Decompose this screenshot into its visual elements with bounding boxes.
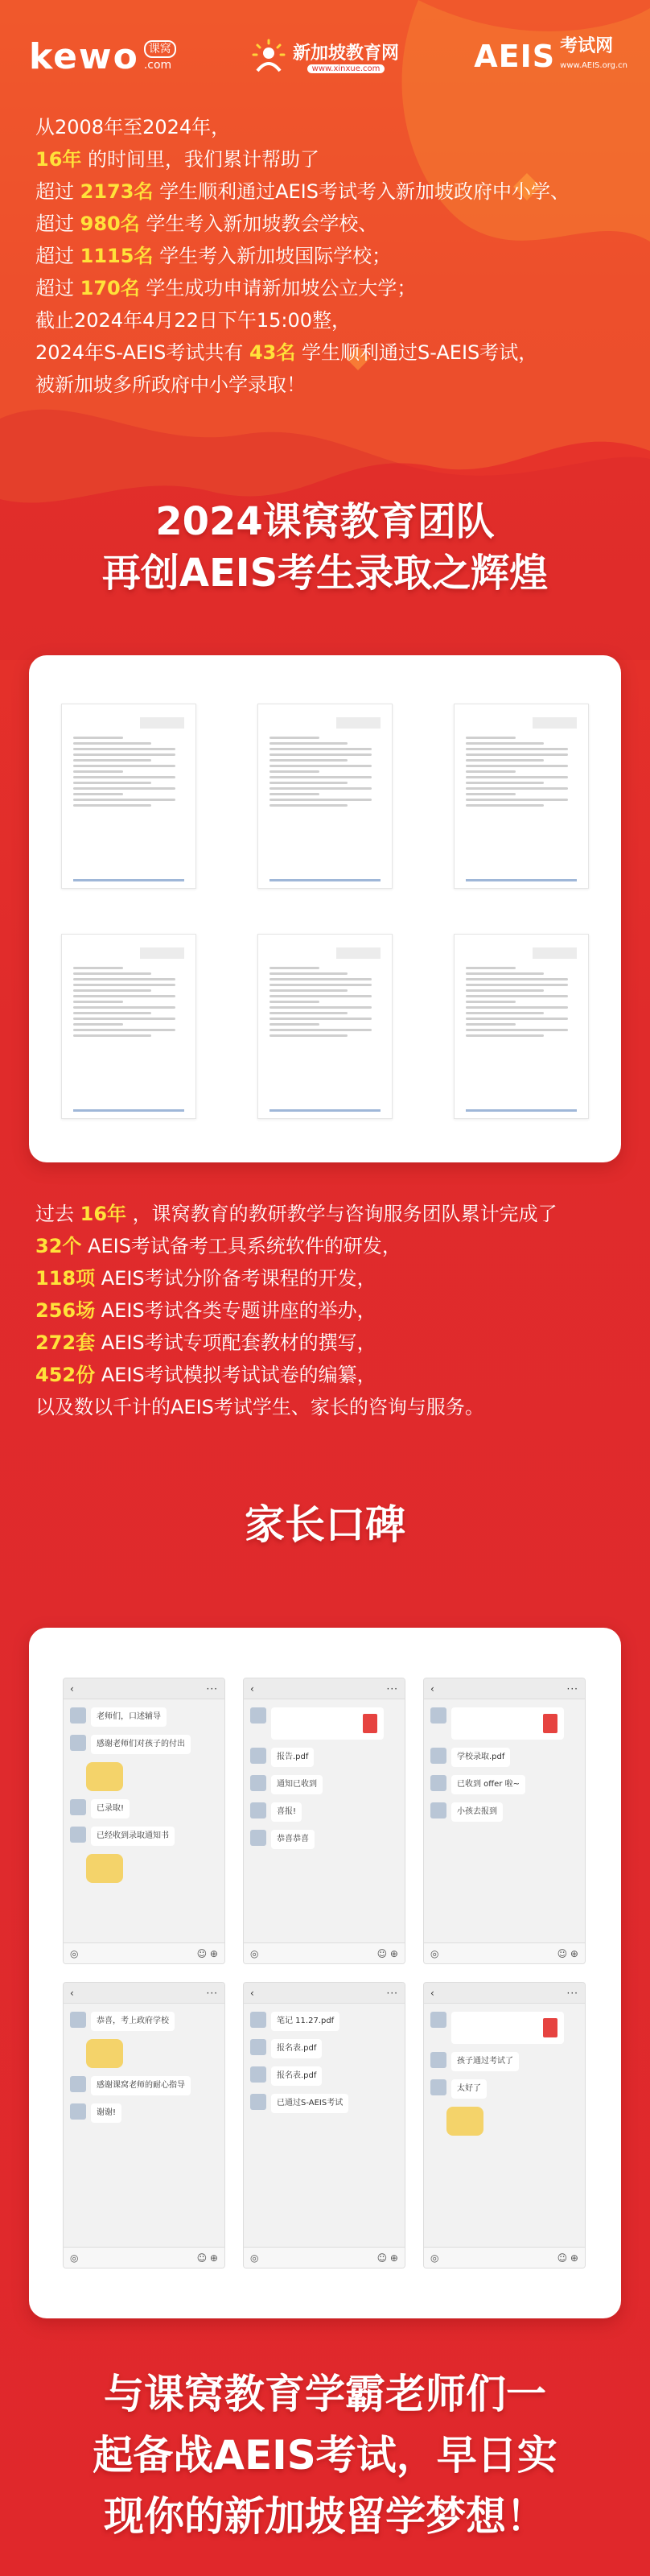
section-title-testimonials: 家长口碑 [245, 1501, 405, 1548]
avatar [250, 2039, 266, 2055]
voice-icon: ◎ [70, 1947, 79, 1959]
back-icon: ‹ [430, 1682, 434, 1695]
aeis-name: 考试网 [560, 36, 614, 56]
kewo-wordmark: kewo [29, 35, 139, 77]
sticker-image [86, 2039, 123, 2068]
chat-bubble: 恭喜恭喜 [271, 1830, 315, 1849]
chat-input-bar [244, 2247, 405, 2268]
testimonials-card [29, 1628, 621, 2318]
avatar [430, 1707, 446, 1724]
avatar [70, 1735, 86, 1751]
stats-line: 256场 AEIS考试各类专题讲座的举办， [35, 1299, 376, 1322]
chat-message [250, 1707, 398, 1740]
back-icon: ‹ [70, 1682, 74, 1695]
chat-bubble: 感谢老师们对孩子的付出 [91, 1735, 191, 1754]
chat-bubble: 孩子通过考试了 [451, 2052, 519, 2071]
chat-message [250, 2012, 398, 2031]
stats-line: 452份 AEIS考试模拟考试试卷的编纂， [35, 1364, 376, 1386]
pdf-file-message [451, 2012, 564, 2044]
section-title-achievements [0, 496, 650, 599]
highlight-number: 980名 [80, 213, 140, 235]
aeis-logo[interactable] [474, 37, 627, 76]
chat-message [250, 1748, 398, 1767]
emoji-icon: ☺ ⊕ [196, 1947, 218, 1959]
chat-message [430, 2012, 578, 2044]
avatar [250, 2066, 266, 2083]
chat-input-bar [244, 1942, 405, 1963]
avatar [430, 1802, 446, 1818]
avatar [250, 1830, 266, 1846]
xjp-logo[interactable] [251, 39, 399, 74]
admission-letter[interactable] [257, 704, 393, 889]
admission-letters-card [29, 655, 621, 1162]
chat-input-bar [64, 2247, 224, 2268]
more-icon: ··· [566, 1987, 578, 1999]
chat-screenshot[interactable] [423, 1678, 586, 1964]
back-icon: ‹ [70, 1987, 74, 1999]
chat-bubble: 已录取! [91, 1799, 130, 1818]
kewo-logo-sub [144, 40, 176, 72]
avatar [430, 2052, 446, 2068]
avatar [430, 2012, 446, 2028]
chat-bubble: 已通过S-AEIS考试 [271, 2094, 348, 2113]
highlight-number: 452份 [35, 1364, 96, 1386]
avatar [250, 2012, 266, 2028]
highlight-number: 1115名 [80, 245, 154, 267]
stats-line: 以及数以千计的AEIS考试学生、家长的咨询与服务。 [35, 1396, 484, 1418]
more-icon: ··· [206, 1987, 218, 1999]
intro-section [35, 111, 615, 401]
closing-slogan [0, 2363, 650, 2547]
chat-input-bar [424, 1942, 585, 1963]
sticker-image [86, 1762, 123, 1791]
chat-message [250, 2039, 398, 2058]
chat-message [250, 1775, 398, 1794]
highlight-number: 16年 [35, 148, 82, 171]
pdf-file-message [451, 1707, 564, 1740]
avatar [250, 1802, 266, 1818]
chat-message [250, 1830, 398, 1849]
avatar [250, 1748, 266, 1764]
aeis-wordmark: AEIS [474, 39, 556, 74]
title-line: 再创AEIS考生录取之辉煌 [101, 551, 549, 596]
sticker-image [86, 1854, 123, 1883]
chat-header [244, 1983, 405, 2004]
chat-bubble: 谢谢! [91, 2103, 121, 2123]
chat-message [70, 2076, 218, 2095]
back-icon: ‹ [250, 1682, 254, 1695]
chat-bubble: 通知已收到 [271, 1775, 323, 1794]
chat-bubble: 报名表.pdf [271, 2066, 322, 2086]
chat-message [70, 1735, 218, 1754]
voice-icon: ◎ [70, 2252, 79, 2264]
admission-letter[interactable] [61, 704, 196, 889]
emoji-icon: ☺ ⊕ [376, 1947, 398, 1959]
avatar [250, 1775, 266, 1791]
chat-message [70, 2012, 218, 2031]
emoji-icon: ☺ ⊕ [557, 2252, 578, 2264]
chat-message [430, 2079, 578, 2099]
xjp-text [293, 39, 399, 73]
aeis-url: www.AEIS.org.cn [560, 61, 627, 70]
slogan-line: 起备战AEIS考试，早日实 [93, 2432, 557, 2479]
intro-line: 被新加坡多所政府中小学录取！ [35, 374, 306, 396]
avatar [430, 2079, 446, 2095]
intro-line: 超过 170名 学生成功申请新加坡公立大学； [35, 277, 417, 299]
pdf-file-message [271, 1707, 384, 1740]
stats-section [35, 1198, 615, 1423]
chat-header [64, 1678, 224, 1699]
avatar [430, 1748, 446, 1764]
more-icon: ··· [206, 1682, 218, 1695]
chat-header [64, 1983, 224, 2004]
voice-icon: ◎ [250, 1947, 259, 1959]
highlight-number: 43名 [249, 341, 296, 364]
chat-message [430, 1748, 578, 1767]
stats-line: 272套 AEIS考试专项配套教材的撰写， [35, 1331, 376, 1354]
intro-line: 截止2024年4月22日下午15:00整， [35, 309, 352, 332]
chat-bubble: 小孩去报到 [451, 1802, 503, 1822]
chat-bubble: 恭喜，考上政府学校 [91, 2012, 175, 2031]
avatar [250, 1707, 266, 1724]
chat-input-bar [64, 1942, 224, 1963]
more-icon: ··· [566, 1682, 578, 1695]
chat-bubble: 笔记 11.27.pdf [271, 2012, 339, 2031]
voice-icon: ◎ [250, 2252, 259, 2264]
xjp-url: www.xinxue.com [307, 64, 385, 73]
chat-message [250, 1802, 398, 1822]
chat-screenshot[interactable] [63, 1982, 225, 2268]
admission-letter[interactable] [61, 934, 196, 1119]
chat-screenshot[interactable] [63, 1678, 225, 1964]
chat-input-bar [424, 2247, 585, 2268]
chat-bubble: 老师们，口述辅导 [91, 1707, 167, 1727]
chat-bubble: 已经收到录取通知书 [91, 1827, 175, 1846]
chat-message [250, 2094, 398, 2113]
avatar [250, 2094, 266, 2110]
chat-message [430, 1802, 578, 1822]
stats-line: 过去 16年 ，课窝教育的教研教学与咨询服务团队累计完成了 [35, 1203, 557, 1225]
xjp-name: 新加坡教育网 [293, 43, 400, 64]
back-icon: ‹ [430, 1987, 434, 1999]
voice-icon: ◎ [430, 2252, 439, 2264]
kewo-badge: 课窝 [144, 40, 176, 58]
chat-bubble: 报名表.pdf [271, 2039, 322, 2058]
title-line: 2024课窝教育团队 [155, 499, 495, 544]
chat-bubble: 已收到 offer 啦~ [451, 1775, 525, 1794]
intro-line: 从2008年至2024年， [35, 116, 231, 138]
highlight-number: 256场 [35, 1299, 96, 1322]
highlight-number: 118项 [35, 1267, 96, 1290]
stats-line: 32个 AEIS考试备考工具系统软件的研发， [35, 1235, 401, 1257]
sticker-image [446, 2107, 483, 2136]
back-icon: ‹ [250, 1987, 254, 1999]
intro-line: 超过 2173名 学生顺利通过AEIS考试考入新加坡政府中小学、 [35, 180, 570, 203]
avatar [70, 2012, 86, 2028]
chat-bubble: 感谢课窝老师的耐心指导 [91, 2076, 191, 2095]
admission-letter[interactable] [454, 934, 589, 1119]
voice-icon: ◎ [430, 1947, 439, 1959]
avatar [70, 1827, 86, 1843]
avatar [70, 2103, 86, 2120]
chat-bubble: 喜报! [271, 1802, 302, 1822]
highlight-number: 32个 [35, 1235, 82, 1257]
avatar [430, 1775, 446, 1791]
chat-header [424, 1983, 585, 2004]
sun-person-icon [251, 39, 286, 74]
avatar [70, 1799, 86, 1815]
more-icon: ··· [386, 1682, 398, 1695]
emoji-icon: ☺ ⊕ [376, 2252, 398, 2264]
highlight-number: 272套 [35, 1331, 96, 1354]
aeis-text [560, 37, 627, 76]
avatar [70, 1707, 86, 1724]
avatar [70, 2076, 86, 2092]
chat-message [430, 1707, 578, 1740]
intro-line: 16年 的时间里，我们累计帮助了 [35, 148, 320, 171]
chat-message [250, 2066, 398, 2086]
chat-message [430, 2052, 578, 2071]
chat-message [70, 1827, 218, 1846]
chat-header [244, 1678, 405, 1699]
chat-bubble: 报告.pdf [271, 1748, 314, 1767]
chat-message [70, 1799, 218, 1818]
chat-screenshot[interactable] [243, 1982, 405, 2268]
chat-screenshot[interactable] [423, 1982, 586, 2268]
emoji-icon: ☺ ⊕ [557, 1947, 578, 1959]
admission-letter[interactable] [257, 934, 393, 1119]
slogan-line: 与课窝教育学霸老师们一 [104, 2371, 546, 2417]
admission-letter[interactable] [454, 704, 589, 889]
chat-screenshot[interactable] [243, 1678, 405, 1964]
chat-bubble: 学校录取.pdf [451, 1748, 510, 1767]
chat-bubble: 太好了 [451, 2079, 487, 2099]
chat-message [70, 2103, 218, 2123]
header [29, 32, 627, 80]
more-icon: ··· [386, 1987, 398, 1999]
intro-line: 超过 980名 学生考入新加坡教会学校、 [35, 213, 378, 235]
slogan-line: 现你的新加坡留学梦想！ [104, 2493, 546, 2540]
emoji-icon: ☺ ⊕ [196, 2252, 218, 2264]
chat-header [424, 1678, 585, 1699]
highlight-number: 2173名 [80, 180, 154, 203]
kewo-logo[interactable] [29, 36, 176, 77]
chat-message [430, 1775, 578, 1794]
stats-line: 118项 AEIS考试分阶备考课程的开发， [35, 1267, 376, 1290]
kewo-domain: .com [143, 59, 172, 72]
highlight-number: 170名 [80, 277, 140, 299]
highlight-number: 16年 [80, 1203, 127, 1225]
intro-line: 2024年S-AEIS考试共有 43名 学生顺利通过S-AEIS考试， [35, 341, 538, 364]
chat-message [70, 1707, 218, 1727]
intro-line: 超过 1115名 学生考入新加坡国际学校； [35, 245, 392, 267]
